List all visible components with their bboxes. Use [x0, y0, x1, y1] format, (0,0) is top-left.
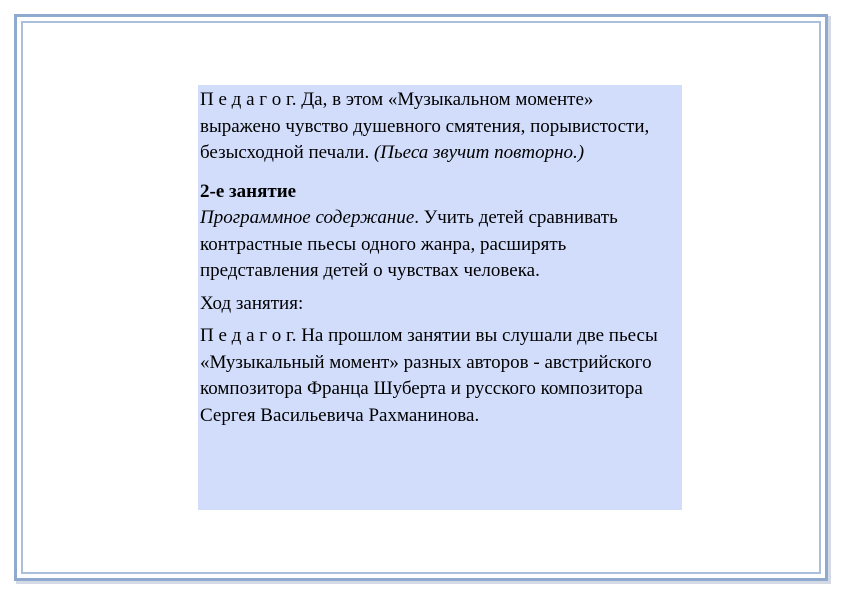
frame-shadow: [828, 16, 831, 583]
teacher-paragraph-2: [200, 323, 678, 429]
teacher-paragraph-1: [200, 87, 678, 167]
frame-shadow: [16, 581, 831, 584]
paragraph-text: Да, в этом «Музыкальном моменте» выражено чувство душевного смятения, порывистости, безысходной печали.: [200, 89, 650, 163]
lesson-text-box: [198, 85, 682, 510]
program-paragraph: [200, 205, 678, 285]
program-label: Программное содержание: [200, 207, 415, 228]
lesson-heading: 2-е занятие: [200, 180, 297, 202]
procedure-label: Ход занятия:: [200, 292, 304, 314]
stage-note: (Пьеса звучит повторно.): [373, 142, 585, 163]
speaker-label: П е д а г о г.: [200, 89, 297, 110]
program-text: . Учить детей сравнивать контрастные пьесы одного жанра, расширять представления детей о чувствах человека.: [200, 207, 618, 281]
speaker-label: П е д а г о г.: [200, 325, 297, 346]
paragraph-text: На прошлом занятии вы слушали две пьесы «Музыкальный момент» разных авторов - австрийского композитора Франца Шуберта и русского композитора Сергея Васильевича Рахманинова.: [200, 325, 658, 426]
